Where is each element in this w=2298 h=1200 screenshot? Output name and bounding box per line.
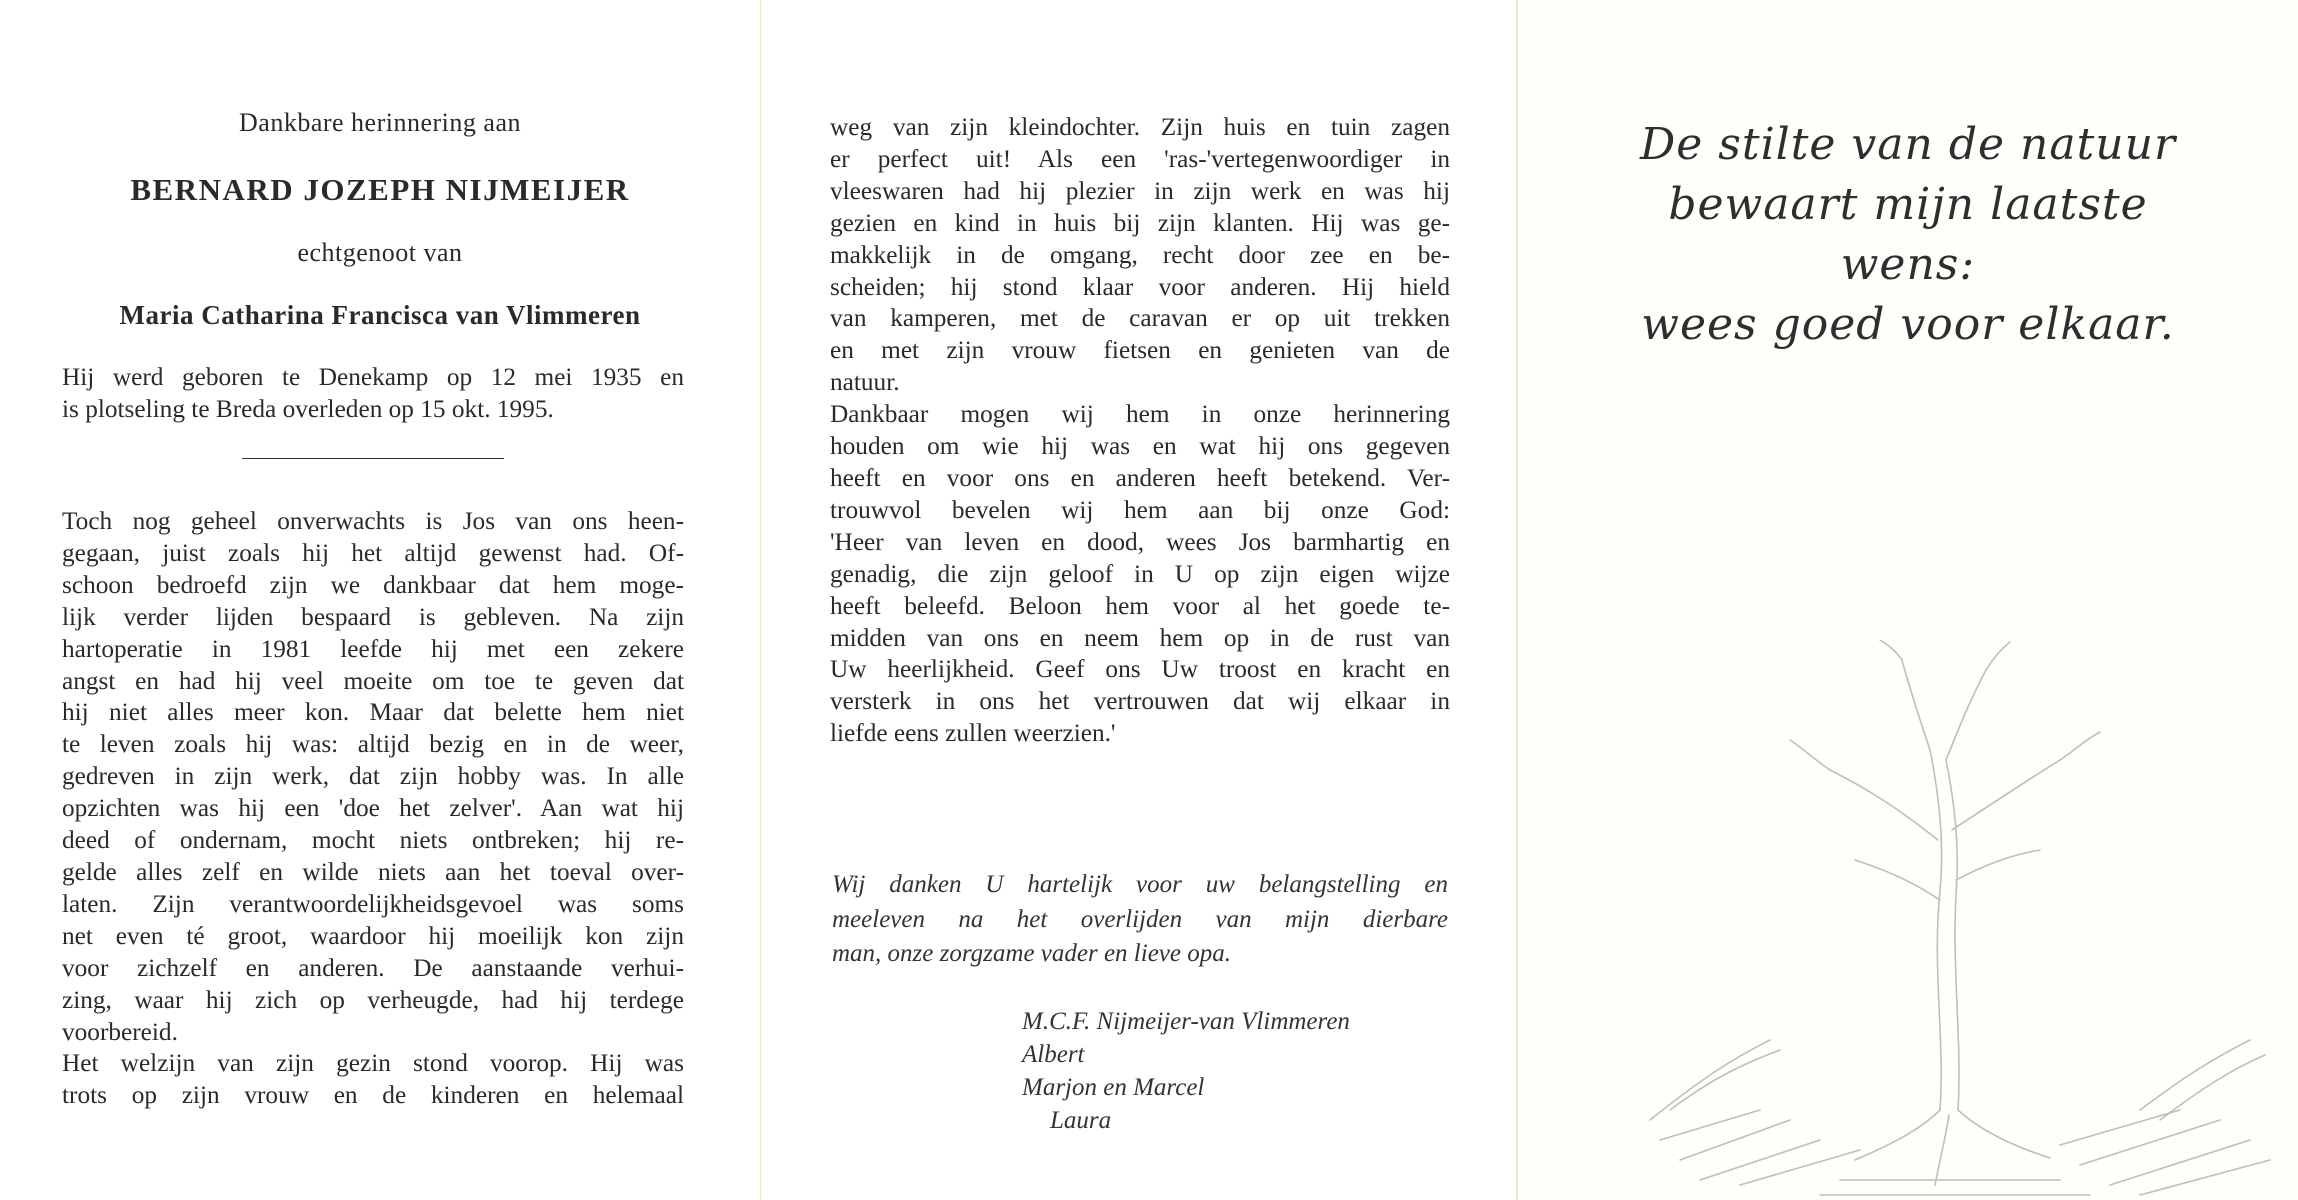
text-line: trouwvol bevelen wij hem aan bij onze God: <box>830 495 1450 524</box>
signers-list <box>1022 1005 1350 1137</box>
continued-text <box>830 112 1450 750</box>
text-line: gedreven in zijn werk, dat zijn hobby was. In alle <box>62 762 684 791</box>
right-panel <box>1520 0 2298 1200</box>
text-line: opzichten was hij een 'doe het zelver'. Aan wat hij <box>62 794 684 823</box>
text-line: Uw heerlijkheid. Geef ons Uw troost en kracht en <box>830 655 1450 684</box>
text-line: heeft en voor ons en anderen heeft betekend. Ver- <box>830 463 1450 492</box>
text-line: Wij danken U hartelijk voor uw belangstelling en <box>832 871 1448 898</box>
text-line: Hij werd geboren te Denekamp op 12 mei 1935 en <box>62 363 684 391</box>
text-line: houden om wie hij was en wat hij ons gegeven <box>830 432 1450 461</box>
thanks-text <box>832 868 1448 972</box>
text-line: gezien en kind in huis bij zijn klanten. Hij was ge- <box>830 208 1450 237</box>
text-line: Toch nog geheel onverwachts is Jos van ons heen- <box>62 507 684 535</box>
text-line: vleeswaren had hij plezier in zijn werk en was hij <box>830 176 1450 205</box>
text-line: lijk verder lijden bespaard is gebleven. Na zijn <box>62 602 684 631</box>
poem-text <box>1608 115 2208 355</box>
text-line: Dankbaar mogen wij hem in onze herinnering <box>830 400 1450 429</box>
signer-name: Marjon en Marcel <box>1022 1074 1205 1101</box>
signer-name: Laura <box>1050 1107 1112 1134</box>
middle-panel <box>760 0 1520 1200</box>
text-line: scheiden; hij stond klaar voor anderen. Hij hield <box>830 272 1450 301</box>
text-line: is plotseling te Breda overleden op 15 okt. 1995. <box>62 394 554 423</box>
poem-line: bewaart mijn laatste wens: <box>1668 179 2148 290</box>
fold-line <box>1516 0 1518 1200</box>
text-line: schoon bedroefd zijn we dankbaar dat hem moge- <box>62 570 684 599</box>
text-line: laten. Zijn verantwoordelijkheidsgevoel was soms <box>62 889 684 918</box>
text-line: hij niet alles meer kon. Maar dat belette hem niet <box>62 698 684 727</box>
text-line: gegaan, juist zoals hij het altijd gewenst had. Of- <box>62 538 684 567</box>
text-line: meeleven na het overlijden van mijn dierbare <box>832 905 1448 933</box>
text-line: voor zichzelf en anderen. De aanstaande verhui- <box>62 953 684 982</box>
text-line: weg van zijn kleindochter. Zijn huis en tuin zagen <box>830 113 1450 141</box>
deceased-name: BERNARD JOZEPH NIJMEIJER <box>130 172 630 207</box>
text-line: net even té groot, waardoor hij moeilijk kon zijn <box>62 921 684 950</box>
text-line: gelde alles zelf en wilde niets aan het toeval over- <box>62 857 684 886</box>
divider-rule <box>242 458 504 459</box>
text-line: genadig, die zijn geloof in U op zijn eigen wijze <box>830 559 1450 588</box>
text-line: natuur. <box>830 368 900 397</box>
spouse-name: Maria Catharina Francisca van Vlimmeren <box>119 300 641 330</box>
birth-death-text <box>62 362 684 426</box>
biography-text <box>62 506 684 1112</box>
text-line: deed of ondernam, mocht niets ontbreken; hij re- <box>62 826 684 855</box>
text-line: man, onze zorgzame vader en lieve opa. <box>832 940 1231 967</box>
tree-sketch <box>1640 640 2280 1200</box>
text-line: makkelijk in de omgang, recht door zee en be- <box>830 240 1450 269</box>
spouse-prefix: echtgenoot van <box>297 238 463 267</box>
poem-line: wees goed voor elkaar. <box>1641 299 2175 350</box>
text-line: angst en had hij veel moeite om toe te geven dat <box>62 666 684 695</box>
signer-name: M.C.F. Nijmeijer-van Vlimmeren <box>1022 1008 1350 1035</box>
intro-text: Dankbare herinnering aan <box>239 108 521 137</box>
text-line: trots op zijn vrouw en de kinderen en helemaal <box>62 1081 684 1110</box>
text-line: midden van ons en neem hem op in de rust van <box>830 623 1450 652</box>
text-line: voorbereid. <box>62 1017 178 1046</box>
poem-line: De stilte van de natuur <box>1640 119 2176 170</box>
text-line: en met zijn vrouw fietsen en genieten van de <box>830 336 1450 365</box>
text-line: er perfect uit! Als een 'ras-'vertegenwoordiger in <box>830 144 1450 173</box>
left-panel <box>0 0 760 1200</box>
text-line: van kamperen, met de caravan er op uit trekken <box>830 304 1450 333</box>
signer-name: Albert <box>1022 1041 1085 1068</box>
text-line: Het welzijn van zijn gezin stond voorop. Hij was <box>62 1049 684 1078</box>
text-line: versterk in ons het vertrouwen dat wij elkaar in <box>830 687 1450 716</box>
text-line: 'Heer van leven en dood, wees Jos barmhartig en <box>830 527 1450 556</box>
text-line: te leven zoals hij was: altijd bezig en in de weer, <box>62 730 684 759</box>
text-line: liefde eens zullen weerzien.' <box>830 719 1116 748</box>
text-line: heeft beleefd. Beloon hem voor al het goede te- <box>830 591 1450 620</box>
text-line: zing, waar hij zich op verheugde, had hij terdege <box>62 985 684 1014</box>
text-line: hartoperatie in 1981 leefde hij met een zekere <box>62 634 684 663</box>
